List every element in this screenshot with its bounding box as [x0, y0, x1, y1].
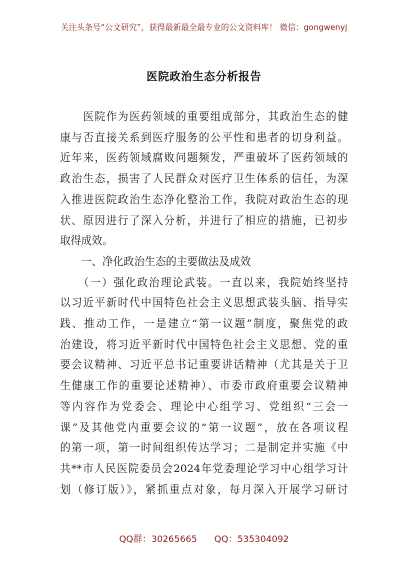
body-line: 践、推动工作，一是建立“第一议题”制度，聚焦党的政: [60, 318, 348, 331]
body-line: 等内容作为党委会、理论中心组学习、党组织“三会一: [60, 400, 348, 413]
body-line: 要会议精神、习近平总书记重要讲话精神（尤其是关于卫: [60, 359, 348, 372]
footer-contact: QQ群：30265665 QQ：535304092: [119, 535, 289, 545]
document-body: [60, 107, 348, 500]
header-banner: 关注头条号“公文研究”，获得最新最全最专业的公文资料库！ 微信：gongwenyj: [60, 23, 348, 32]
body-line: 政治生态，损害了人民群众对医疗卫生体系的信任，为深: [60, 173, 348, 186]
body-line: （一）强化政治理论武装。一直以来，我院始终坚持: [60, 276, 348, 289]
document-title: 医院政治生态分析报告: [146, 70, 262, 83]
body-line: 取得成效。: [60, 235, 113, 248]
body-line: 共**市人民医院委员会2024年党委理论学习中心组学习计: [60, 462, 348, 475]
body-line: 以习近平新时代中国特色社会主义思想武装头脑、指导实: [60, 297, 348, 310]
body-line: 的第一项，第一时间组织传达学习；二是制定并实施《中: [60, 442, 348, 455]
body-line: 课”及其他党内重要会议的“第一议题”，放在各项议程: [60, 421, 348, 434]
body-line: 近年来，医药领域腐败问题频发，严重破坏了医药领域的: [60, 152, 348, 165]
section-heading: 一、净化政治生态的主要做法及成效: [60, 255, 251, 268]
body-line: 入推进医院政治生态净化整治工作，我院对政治生态的现: [60, 193, 348, 206]
body-line: 状、原因进行了深入分析，并进行了相应的措施，已初步: [60, 214, 348, 227]
body-line: 康与否直接关系到医疗服务的公平性和患者的切身利益。: [60, 131, 348, 144]
body-line: 治建设，将习近平新时代中国特色社会主义思想、党的重: [60, 338, 348, 351]
body-line: 生健康工作的重要论述精神）、市委市政府重要会议精神: [60, 380, 348, 393]
body-line: 划（修订版）》，紧抓重点对象，每月深入开展学习研讨: [60, 483, 348, 496]
body-line: 医院作为医药领域的重要组成部分，其政治生态的健: [60, 111, 348, 123]
